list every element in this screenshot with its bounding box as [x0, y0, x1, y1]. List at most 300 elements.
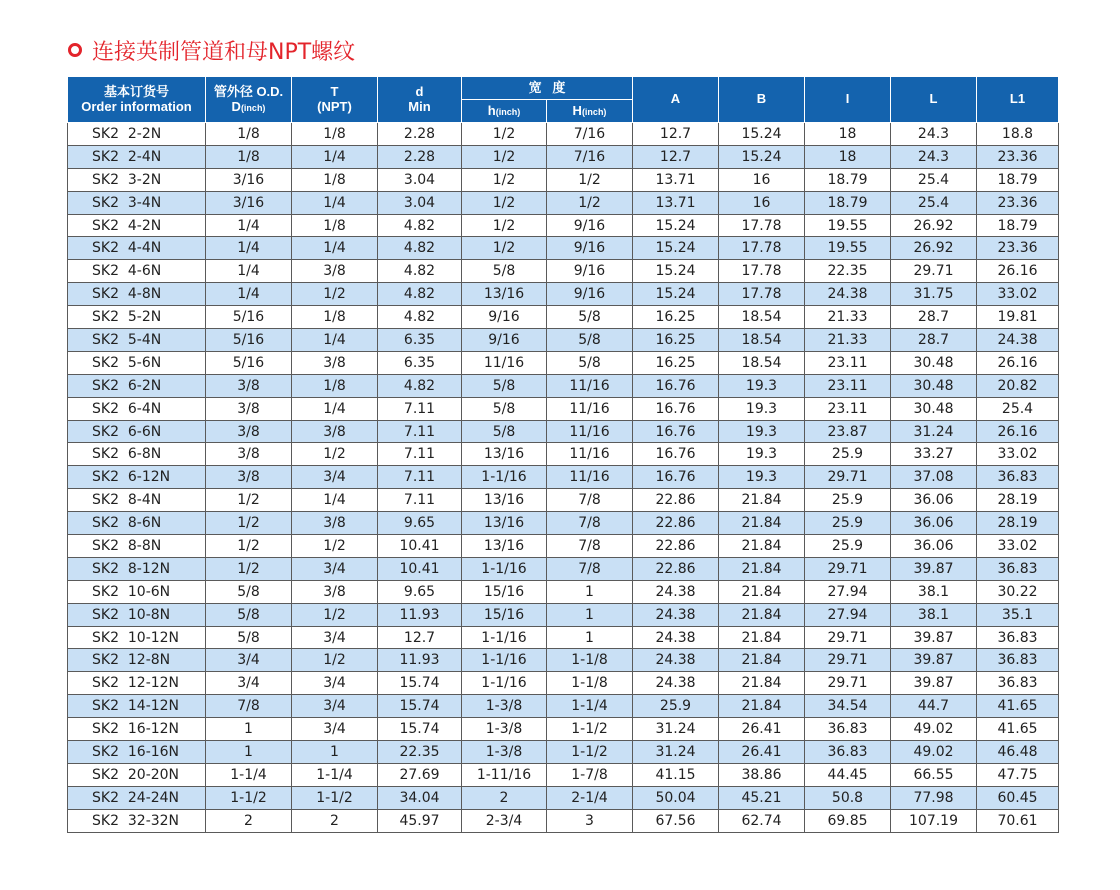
- h-upper-cell: 7/16: [547, 145, 633, 168]
- a-cell: 41.15: [633, 763, 719, 786]
- a-cell: 16.25: [633, 306, 719, 329]
- order-cell: SK2 12-12N: [68, 672, 206, 695]
- l1-cell: 47.75: [977, 763, 1059, 786]
- b-cell: 26.41: [719, 718, 805, 741]
- header-i: I: [805, 77, 891, 123]
- l1-cell: 36.83: [977, 626, 1059, 649]
- d-cell: 10.41: [378, 535, 462, 558]
- table-row: [68, 809, 1059, 832]
- h-upper-cell: 1: [547, 603, 633, 626]
- table-row: [68, 123, 1059, 146]
- order-cell: SK2 8-8N: [68, 535, 206, 558]
- od-cell: 1-1/2: [206, 786, 292, 809]
- i-cell: 25.9: [805, 512, 891, 535]
- l-cell: 38.1: [891, 580, 977, 603]
- table-row: [68, 741, 1059, 764]
- d-cell: 27.69: [378, 763, 462, 786]
- b-cell: 26.41: [719, 741, 805, 764]
- b-cell: 21.84: [719, 626, 805, 649]
- l-cell: 33.27: [891, 443, 977, 466]
- table-row: [68, 283, 1059, 306]
- b-cell: 17.78: [719, 237, 805, 260]
- i-cell: 29.71: [805, 649, 891, 672]
- table-row: [68, 145, 1059, 168]
- od-cell: 3/16: [206, 191, 292, 214]
- page-title: [68, 33, 355, 67]
- a-cell: 16.76: [633, 374, 719, 397]
- h-lower-cell: 1/2: [462, 145, 547, 168]
- order-cell: SK2 20-20N: [68, 763, 206, 786]
- t-cell: 3/8: [292, 420, 378, 443]
- l1-cell: 33.02: [977, 283, 1059, 306]
- b-cell: 21.84: [719, 603, 805, 626]
- b-cell: 19.3: [719, 443, 805, 466]
- d-cell: 2.28: [378, 123, 462, 146]
- d-cell: 7.11: [378, 466, 462, 489]
- a-cell: 15.24: [633, 283, 719, 306]
- d-cell: 11.93: [378, 649, 462, 672]
- i-cell: 22.35: [805, 260, 891, 283]
- od-cell: 7/8: [206, 695, 292, 718]
- a-cell: 31.24: [633, 741, 719, 764]
- h-upper-cell: 5/8: [547, 329, 633, 352]
- table-row: [68, 443, 1059, 466]
- od-cell: 5/16: [206, 351, 292, 374]
- i-cell: 69.85: [805, 809, 891, 832]
- l1-cell: 36.83: [977, 649, 1059, 672]
- a-cell: 22.86: [633, 512, 719, 535]
- a-cell: 15.24: [633, 237, 719, 260]
- l1-cell: 23.36: [977, 191, 1059, 214]
- h-upper-cell: 9/16: [547, 214, 633, 237]
- t-cell: 3/8: [292, 580, 378, 603]
- order-cell: SK2 4-4N: [68, 237, 206, 260]
- h-upper-cell: 9/16: [547, 283, 633, 306]
- order-cell: SK2 24-24N: [68, 786, 206, 809]
- h-upper-cell: 9/16: [547, 260, 633, 283]
- d-cell: 4.82: [378, 237, 462, 260]
- d-cell: 15.74: [378, 672, 462, 695]
- i-cell: 19.55: [805, 214, 891, 237]
- od-cell: 3/4: [206, 672, 292, 695]
- h-lower-cell: 13/16: [462, 535, 547, 558]
- t-cell: 1/4: [292, 145, 378, 168]
- h-upper-cell: 7/8: [547, 512, 633, 535]
- table-row: [68, 512, 1059, 535]
- b-cell: 21.84: [719, 535, 805, 558]
- i-cell: 23.11: [805, 374, 891, 397]
- i-cell: 23.11: [805, 397, 891, 420]
- t-cell: 3/4: [292, 718, 378, 741]
- h-upper-cell: 7/16: [547, 123, 633, 146]
- a-cell: 25.9: [633, 695, 719, 718]
- od-cell: 3/4: [206, 649, 292, 672]
- header-order-cn: 基本订货号: [103, 84, 169, 100]
- d-cell: 7.11: [378, 443, 462, 466]
- l-cell: 25.4: [891, 191, 977, 214]
- b-cell: 17.78: [719, 214, 805, 237]
- h-upper-cell: 11/16: [547, 443, 633, 466]
- od-cell: 1/2: [206, 489, 292, 512]
- od-cell: 3/16: [206, 168, 292, 191]
- b-cell: 18.54: [719, 329, 805, 352]
- order-cell: SK2 5-6N: [68, 351, 206, 374]
- h-lower-cell: 9/16: [462, 329, 547, 352]
- order-cell: SK2 32-32N: [68, 809, 206, 832]
- i-cell: 29.71: [805, 557, 891, 580]
- i-cell: 44.45: [805, 763, 891, 786]
- table-row: [68, 603, 1059, 626]
- table-row: [68, 718, 1059, 741]
- table-row: [68, 649, 1059, 672]
- od-cell: 5/16: [206, 306, 292, 329]
- t-cell: 1/2: [292, 603, 378, 626]
- od-cell: 1/2: [206, 535, 292, 558]
- i-cell: 29.71: [805, 626, 891, 649]
- l1-cell: 23.36: [977, 145, 1059, 168]
- table-row: [68, 397, 1059, 420]
- l-cell: 39.87: [891, 649, 977, 672]
- b-cell: 21.84: [719, 695, 805, 718]
- a-cell: 24.38: [633, 672, 719, 695]
- d-cell: 12.7: [378, 626, 462, 649]
- h-lower-cell: 1/2: [462, 237, 547, 260]
- l-cell: 36.06: [891, 512, 977, 535]
- h-lower-cell: 1-11/16: [462, 763, 547, 786]
- l1-cell: 36.83: [977, 557, 1059, 580]
- header-od-unit: D(inch): [231, 98, 266, 114]
- l-cell: 28.7: [891, 306, 977, 329]
- t-cell: 1/2: [292, 649, 378, 672]
- i-cell: 25.9: [805, 535, 891, 558]
- od-cell: 3/8: [206, 397, 292, 420]
- d-cell: 22.35: [378, 741, 462, 764]
- l1-cell: 26.16: [977, 260, 1059, 283]
- l-cell: 107.19: [891, 809, 977, 832]
- h-upper-cell: 1-1/8: [547, 672, 633, 695]
- order-cell: SK2 6-4N: [68, 397, 206, 420]
- t-cell: 3/4: [292, 626, 378, 649]
- h-upper-cell: 11/16: [547, 397, 633, 420]
- h-lower-cell: 2-3/4: [462, 809, 547, 832]
- l-cell: 26.92: [891, 237, 977, 260]
- a-cell: 16.76: [633, 420, 719, 443]
- od-cell: 3/8: [206, 374, 292, 397]
- h-upper-cell: 1: [547, 626, 633, 649]
- l1-cell: 70.61: [977, 809, 1059, 832]
- table-row: [68, 420, 1059, 443]
- table-row: [68, 351, 1059, 374]
- a-cell: 13.71: [633, 191, 719, 214]
- header-d: [378, 77, 462, 123]
- t-cell: 3/4: [292, 466, 378, 489]
- l1-cell: 28.19: [977, 489, 1059, 512]
- a-cell: 15.24: [633, 260, 719, 283]
- h-lower-cell: 13/16: [462, 489, 547, 512]
- table-row: [68, 260, 1059, 283]
- l1-cell: 36.83: [977, 672, 1059, 695]
- i-cell: 36.83: [805, 741, 891, 764]
- a-cell: 16.76: [633, 443, 719, 466]
- h-lower-cell: 1-3/8: [462, 741, 547, 764]
- t-cell: 1/4: [292, 237, 378, 260]
- d-cell: 34.04: [378, 786, 462, 809]
- h-lower-cell: 5/8: [462, 374, 547, 397]
- b-cell: 19.3: [719, 374, 805, 397]
- od-cell: 3/8: [206, 443, 292, 466]
- t-cell: 1: [292, 741, 378, 764]
- order-cell: SK2 5-4N: [68, 329, 206, 352]
- h-upper-cell: 7/8: [547, 557, 633, 580]
- b-cell: 18.54: [719, 306, 805, 329]
- l-cell: 24.3: [891, 123, 977, 146]
- h-lower-cell: 15/16: [462, 580, 547, 603]
- h-lower-cell: 1-1/16: [462, 672, 547, 695]
- order-cell: SK2 2-2N: [68, 123, 206, 146]
- table-row: [68, 329, 1059, 352]
- order-cell: SK2 16-16N: [68, 741, 206, 764]
- t-cell: 1/4: [292, 329, 378, 352]
- h-lower-cell: 5/8: [462, 420, 547, 443]
- d-cell: 3.04: [378, 191, 462, 214]
- h-upper-cell: 1: [547, 580, 633, 603]
- h-upper-cell: 5/8: [547, 306, 633, 329]
- d-cell: 3.04: [378, 168, 462, 191]
- i-cell: 19.55: [805, 237, 891, 260]
- order-cell: SK2 6-2N: [68, 374, 206, 397]
- b-cell: 21.84: [719, 512, 805, 535]
- l-cell: 28.7: [891, 329, 977, 352]
- l-cell: 49.02: [891, 718, 977, 741]
- table-row: [68, 489, 1059, 512]
- h-upper-cell: 1-1/2: [547, 741, 633, 764]
- circle-bullet-icon: [68, 43, 82, 57]
- l-cell: 25.4: [891, 168, 977, 191]
- order-cell: SK2 10-12N: [68, 626, 206, 649]
- d-cell: 9.65: [378, 512, 462, 535]
- table-header: [68, 77, 1059, 123]
- i-cell: 50.8: [805, 786, 891, 809]
- table-row: [68, 672, 1059, 695]
- a-cell: 50.04: [633, 786, 719, 809]
- h-upper-cell: 11/16: [547, 466, 633, 489]
- table-row: [68, 763, 1059, 786]
- h-upper-cell: 1-1/4: [547, 695, 633, 718]
- b-cell: 38.86: [719, 763, 805, 786]
- od-cell: 1/2: [206, 512, 292, 535]
- t-cell: 3/8: [292, 351, 378, 374]
- order-cell: SK2 5-2N: [68, 306, 206, 329]
- order-cell: SK2 14-12N: [68, 695, 206, 718]
- d-cell: 4.82: [378, 306, 462, 329]
- h-lower-cell: 13/16: [462, 512, 547, 535]
- i-cell: 29.71: [805, 672, 891, 695]
- order-cell: SK2 2-4N: [68, 145, 206, 168]
- i-cell: 29.71: [805, 466, 891, 489]
- l-cell: 30.48: [891, 397, 977, 420]
- l1-cell: 35.1: [977, 603, 1059, 626]
- od-cell: 1/2: [206, 557, 292, 580]
- order-cell: SK2 3-2N: [68, 168, 206, 191]
- l1-cell: 26.16: [977, 420, 1059, 443]
- d-cell: 7.11: [378, 420, 462, 443]
- a-cell: 22.86: [633, 535, 719, 558]
- d-cell: 15.74: [378, 718, 462, 741]
- h-lower-cell: 2: [462, 786, 547, 809]
- b-cell: 15.24: [719, 123, 805, 146]
- l1-cell: 41.65: [977, 718, 1059, 741]
- l1-cell: 18.79: [977, 168, 1059, 191]
- t-cell: 3/4: [292, 557, 378, 580]
- od-cell: 1/4: [206, 214, 292, 237]
- header-a: A: [633, 77, 719, 123]
- table-row: [68, 374, 1059, 397]
- t-cell: 1/2: [292, 535, 378, 558]
- l1-cell: 23.36: [977, 237, 1059, 260]
- i-cell: 27.94: [805, 580, 891, 603]
- d-cell: 45.97: [378, 809, 462, 832]
- od-cell: 3/8: [206, 420, 292, 443]
- order-cell: SK2 6-8N: [68, 443, 206, 466]
- t-cell: 1/8: [292, 168, 378, 191]
- spec-table: [67, 76, 1059, 833]
- table-row: [68, 466, 1059, 489]
- b-cell: 45.21: [719, 786, 805, 809]
- h-upper-cell: 1-7/8: [547, 763, 633, 786]
- h-upper-cell: 11/16: [547, 374, 633, 397]
- od-cell: 1/4: [206, 237, 292, 260]
- h-lower-cell: 13/16: [462, 443, 547, 466]
- a-cell: 13.71: [633, 168, 719, 191]
- l1-cell: 18.8: [977, 123, 1059, 146]
- l-cell: 31.75: [891, 283, 977, 306]
- header-d-main: d: [415, 84, 424, 100]
- l1-cell: 60.45: [977, 786, 1059, 809]
- od-cell: 1: [206, 718, 292, 741]
- t-cell: 1/4: [292, 191, 378, 214]
- b-cell: 17.78: [719, 260, 805, 283]
- t-cell: 1/4: [292, 397, 378, 420]
- i-cell: 27.94: [805, 603, 891, 626]
- l1-cell: 19.81: [977, 306, 1059, 329]
- h-lower-cell: 1-1/16: [462, 649, 547, 672]
- od-cell: 5/8: [206, 626, 292, 649]
- i-cell: 25.9: [805, 443, 891, 466]
- a-cell: 22.86: [633, 557, 719, 580]
- h-lower-cell: 1-1/16: [462, 466, 547, 489]
- l1-cell: 30.22: [977, 580, 1059, 603]
- t-cell: 1/8: [292, 374, 378, 397]
- header-width: 宽 度: [462, 77, 633, 100]
- b-cell: 21.84: [719, 672, 805, 695]
- h-lower-cell: 11/16: [462, 351, 547, 374]
- t-cell: 3/8: [292, 260, 378, 283]
- l1-cell: 26.16: [977, 351, 1059, 374]
- t-cell: 3/4: [292, 695, 378, 718]
- table-row: [68, 306, 1059, 329]
- header-order-en: Order information: [81, 98, 192, 114]
- l-cell: 31.24: [891, 420, 977, 443]
- order-cell: SK2 8-4N: [68, 489, 206, 512]
- a-cell: 12.7: [633, 145, 719, 168]
- l1-cell: 33.02: [977, 535, 1059, 558]
- table-body: [68, 123, 1059, 833]
- t-cell: 2: [292, 809, 378, 832]
- b-cell: 19.3: [719, 397, 805, 420]
- h-lower-cell: 1-3/8: [462, 718, 547, 741]
- i-cell: 34.54: [805, 695, 891, 718]
- header-t-sub: (NPT): [317, 98, 352, 114]
- i-cell: 18.79: [805, 191, 891, 214]
- a-cell: 67.56: [633, 809, 719, 832]
- a-cell: 16.76: [633, 466, 719, 489]
- h-lower-cell: 1-3/8: [462, 695, 547, 718]
- h-upper-cell: 7/8: [547, 489, 633, 512]
- l-cell: 29.71: [891, 260, 977, 283]
- i-cell: 18: [805, 123, 891, 146]
- h-upper-cell: 3: [547, 809, 633, 832]
- od-cell: 3/8: [206, 466, 292, 489]
- table-row: [68, 695, 1059, 718]
- h-lower-cell: 1/2: [462, 191, 547, 214]
- header-l: L: [891, 77, 977, 123]
- l1-cell: 33.02: [977, 443, 1059, 466]
- i-cell: 36.83: [805, 718, 891, 741]
- header-od-cn: 管外径 O.D.: [213, 84, 284, 100]
- t-cell: 1/2: [292, 443, 378, 466]
- b-cell: 15.24: [719, 145, 805, 168]
- h-lower-cell: 15/16: [462, 603, 547, 626]
- a-cell: 12.7: [633, 123, 719, 146]
- order-cell: SK2 12-8N: [68, 649, 206, 672]
- d-cell: 2.28: [378, 145, 462, 168]
- table-row: [68, 191, 1059, 214]
- t-cell: 1-1/2: [292, 786, 378, 809]
- t-cell: 1/8: [292, 214, 378, 237]
- a-cell: 31.24: [633, 718, 719, 741]
- t-cell: 1/4: [292, 489, 378, 512]
- a-cell: 16.25: [633, 329, 719, 352]
- header-d-sub: Min: [408, 98, 431, 114]
- b-cell: 21.84: [719, 557, 805, 580]
- t-cell: 3/8: [292, 512, 378, 535]
- l-cell: 66.55: [891, 763, 977, 786]
- d-cell: 7.11: [378, 397, 462, 420]
- d-cell: 4.82: [378, 283, 462, 306]
- t-cell: 3/4: [292, 672, 378, 695]
- d-cell: 6.35: [378, 351, 462, 374]
- l-cell: 39.87: [891, 672, 977, 695]
- a-cell: 24.38: [633, 649, 719, 672]
- i-cell: 23.87: [805, 420, 891, 443]
- h-upper-cell: 1/2: [547, 191, 633, 214]
- order-cell: SK2 16-12N: [68, 718, 206, 741]
- b-cell: 21.84: [719, 489, 805, 512]
- a-cell: 24.38: [633, 603, 719, 626]
- od-cell: 5/16: [206, 329, 292, 352]
- d-cell: 6.35: [378, 329, 462, 352]
- i-cell: 25.9: [805, 489, 891, 512]
- l-cell: 39.87: [891, 557, 977, 580]
- b-cell: 16: [719, 168, 805, 191]
- od-cell: 1-1/4: [206, 763, 292, 786]
- header-h-lower: h(inch): [462, 100, 547, 123]
- table-row: [68, 237, 1059, 260]
- od-cell: 1/8: [206, 145, 292, 168]
- l-cell: 36.06: [891, 489, 977, 512]
- h-lower-cell: 5/8: [462, 260, 547, 283]
- od-cell: 5/8: [206, 603, 292, 626]
